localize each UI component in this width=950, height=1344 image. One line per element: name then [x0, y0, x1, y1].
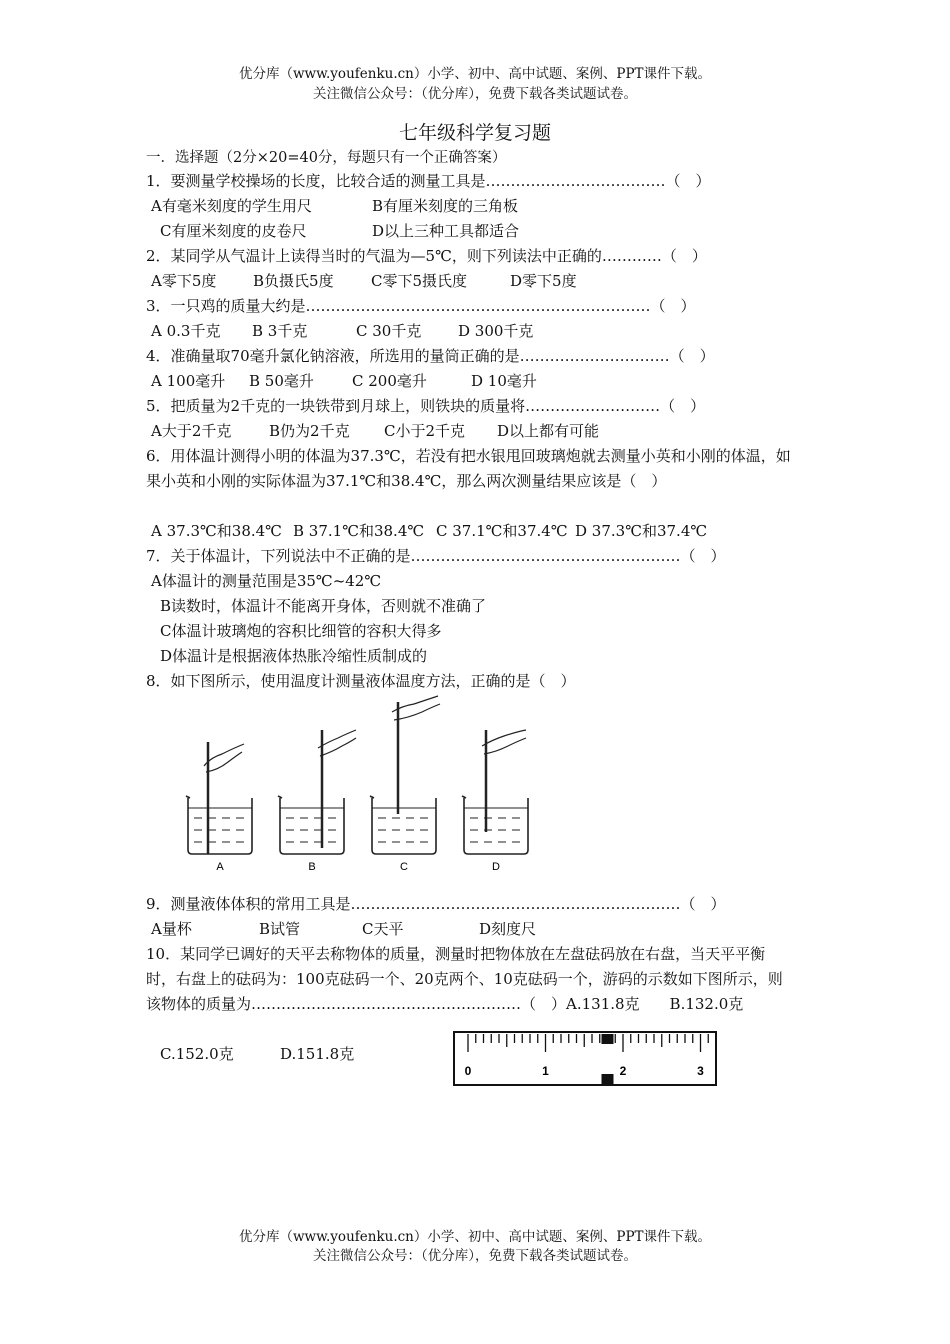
question-3-stem: 3．一只鸡的质量大约是……………………………………………………………（ ）: [146, 297, 696, 315]
q4-option-c: C 200毫升: [352, 372, 427, 390]
q4-option-a: A 100毫升: [151, 372, 226, 390]
q7-option-c: C体温计玻璃炮的容积比细管的容积大得多: [160, 622, 442, 640]
q3-option-d: D 300千克: [458, 322, 534, 340]
q1-option-b: B有厘米刻度的三角板: [372, 197, 519, 215]
question-6-stem: [146, 444, 791, 494]
scale-label: 1: [542, 1064, 549, 1078]
beaker-a: [186, 742, 252, 854]
question-10-text: 10．某同学已调好的天平去称物体的质量，测量时把物体放在左盘砝码放在右盘，当天平平衡时，右盘上的砝码为：100克砝码一个、20克两个、10克砝码一个，游码的示数如下图所示，则该物体的质量为………………………………………………（ ）A.131.8克 B.132.0克: [146, 945, 783, 1013]
q7-option-b: B读数时，体温计不能离开身体，否则就不准确了: [160, 597, 487, 615]
q2-option-a: A零下5度: [151, 272, 217, 290]
question-6-text: 6．用体温计测得小明的体温为37.3℃，若没有把水银甩回玻璃炮就去测量小英和小刚的体温，如果小英和小刚的实际体温为37.1℃和38.4℃，那么两次测量结果应该是（ ）: [146, 447, 791, 490]
q5-option-a: A大于2千克: [151, 422, 232, 440]
q9-option-a: A量杯: [151, 920, 192, 938]
beaker-d: [462, 730, 528, 854]
beaker-c: [370, 696, 440, 854]
beaker-label-d: D: [492, 861, 500, 873]
thermometer-beakers-figure: [170, 690, 570, 880]
q10-option-d: D.151.8克: [280, 1045, 355, 1063]
q2-option-d: D零下5度: [510, 272, 577, 290]
question-8-stem: 8．如下图所示，使用温度计测量液体温度方法，正确的是（ ）: [146, 672, 576, 690]
question-1-stem: 1．要测量学校操场的长度，比较合适的测量工具是………………………………（ ）: [146, 172, 711, 190]
question-5-stem: 5．把质量为2千克的一块铁带到月球上，则铁块的质量将………………………（ ）: [146, 397, 706, 415]
q2-option-b: B负摄氏5度: [253, 272, 334, 290]
scale-label: 0: [464, 1064, 472, 1078]
q9-option-b: B试管: [259, 920, 301, 938]
q6-option-c: C 37.1℃和37.4℃: [436, 522, 568, 540]
rider-scale-figure: [452, 1030, 720, 1088]
header-line-2: 关注微信公众号：（优分库），免费下载各类试题试卷。: [313, 86, 637, 102]
q3-option-c: C 30千克: [356, 322, 422, 340]
rider-marker-top: [602, 1034, 614, 1044]
footer-line-2: 关注微信公众号：（优分库），免费下载各类试题试卷。: [313, 1248, 637, 1264]
scale-label: 2: [619, 1064, 627, 1078]
beaker-label-c: C: [400, 861, 408, 873]
footer-line-1: 优分库（www.youfenku.cn）小学、初中、高中试题、案例、PPT课件下载。: [238, 1229, 712, 1245]
q10-option-c: C.152.0克: [160, 1045, 234, 1063]
q6-option-d: D 37.3℃和37.4℃: [575, 522, 708, 540]
q6-option-a: A 37.3℃和38.4℃: [151, 522, 282, 540]
q5-option-c: C小于2千克: [384, 422, 466, 440]
q7-option-a: A体温计的测量范围是35℃~42℃: [151, 572, 382, 590]
question-10-stem: [146, 942, 791, 1017]
q3-option-a: A 0.3千克: [151, 322, 221, 340]
beaker-b: [278, 730, 356, 854]
q9-option-d: D刻度尺: [479, 920, 537, 938]
header-line-1: 优分库（www.youfenku.cn）小学、初中、高中试题、案例、PPT课件下载。: [238, 66, 712, 82]
q1-option-c: C有厘米刻度的皮卷尺: [160, 222, 307, 240]
beaker-label-a: A: [216, 861, 224, 873]
question-9-stem: 9．测量液体体积的常用工具是…………………………………………………………（ ）: [146, 895, 726, 913]
q9-option-c: C天平: [362, 920, 404, 938]
q4-option-d: D 10毫升: [471, 372, 537, 390]
q6-option-b: B 37.1℃和38.4℃: [293, 522, 425, 540]
scale-label: 3: [697, 1064, 704, 1078]
question-7-stem: 7．关于体温计，下列说法中不正确的是………………………………………………（ ）: [146, 547, 726, 565]
q3-option-b: B 3千克: [252, 322, 308, 340]
q1-option-d: D以上三种工具都适合: [372, 222, 520, 240]
beaker-label-b: B: [308, 861, 316, 873]
question-4-stem: 4．准确量取70毫升氯化钠溶液，所选用的量筒正确的是…………………………（ ）: [146, 347, 715, 365]
section-heading: 一．选择题（2分×20=40分，每题只有一个正确答案）: [146, 150, 507, 166]
q5-option-b: B仍为2千克: [269, 422, 350, 440]
q7-option-d: D体温计是根据液体热胀冷缩性质制成的: [160, 647, 428, 665]
q2-option-c: C零下5摄氏度: [371, 272, 468, 290]
q5-option-d: D以上都有可能: [497, 422, 600, 440]
q4-option-b: B 50毫升: [249, 372, 314, 390]
q1-option-a: A有毫米刻度的学生用尺: [151, 197, 312, 215]
question-2-stem: 2．某同学从气温计上读得当时的气温为—5℃，则下列读法中正确的…………（ ）: [146, 247, 707, 265]
rider-marker-bottom: [602, 1074, 614, 1084]
page-title: 七年级科学复习题: [398, 122, 551, 144]
